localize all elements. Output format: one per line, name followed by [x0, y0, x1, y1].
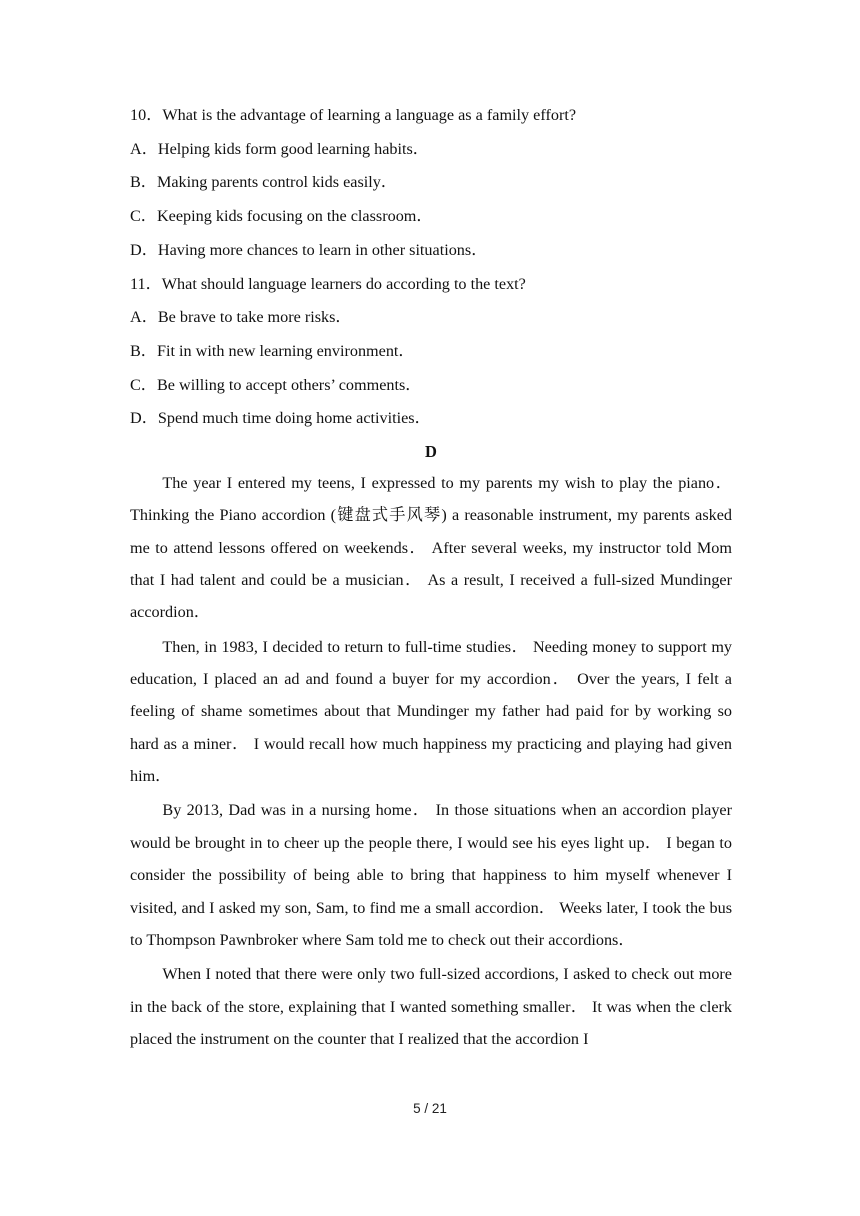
passage-paragraph: When I noted that there were only two full-sized accordions, I asked to check out more in the back of the store, explaining that I wanted something smaller． It was when the clerk placed the instrument on the counter that I realized that the accordion I [130, 965, 732, 1049]
option-b: B．Fit in with new learning environment． [130, 341, 415, 360]
option-b: B．Making parents control kids easily． [130, 173, 398, 192]
passage-paragraph: By 2013, Dad was in a nursing home． In those situations when an accordion player would be brought in to cheer up the people there, I would see his eyes light up． I began to consider the possibility of being able to bring that happiness to him myself whenever I visited, and I asked my son, Sam, to find me a small accordion． Weeks later, I took the bus to Thompson Pawnbroker where Sam told me to check out their accordions． [130, 801, 732, 950]
question-stem: 11．What should language learners do according to the text? [130, 274, 526, 293]
option-a: A．Helping kids form good learning habits． [130, 139, 429, 158]
option-a: A．Be brave to take more risks． [130, 308, 352, 327]
passage-paragraph: The year I entered my teens, I expressed to my parents my wish to play the piano． Thinking the Piano accordion (键盘式手风琴) a reasonable instrument, my parents asked me to attend lessons offered on weekends． After several weeks, my instructor told Mom that I had talent and could be a musician． As a result, I received a full-sized Mundinger accordion． [130, 473, 732, 622]
question-11 [130, 268, 732, 436]
question-10 [130, 99, 732, 267]
page-number: 5 / 21 [413, 1101, 447, 1116]
option-d: D．Having more chances to learn in other situations． [130, 240, 488, 259]
option-c: C．Keeping kids focusing on the classroom． [130, 207, 433, 226]
passage-paragraph: Then, in 1983, I decided to return to full-time studies． Needing money to support my education, I placed an ad and found a buyer for my accordion． Over the years, I felt a feeling of shame sometimes about that Mundinger my father had paid for by working so hard as a miner． I would recall how much happiness my practicing and playing had given him． [130, 637, 732, 786]
section-heading: D [425, 442, 437, 461]
question-stem: 10．What is the advantage of learning a language as a family effort? [130, 106, 577, 124]
option-c: C．Be willing to accept others’ comments． [130, 375, 422, 394]
option-d: D．Spend much time doing home activities． [130, 409, 431, 428]
reading-passage [130, 465, 732, 1056]
